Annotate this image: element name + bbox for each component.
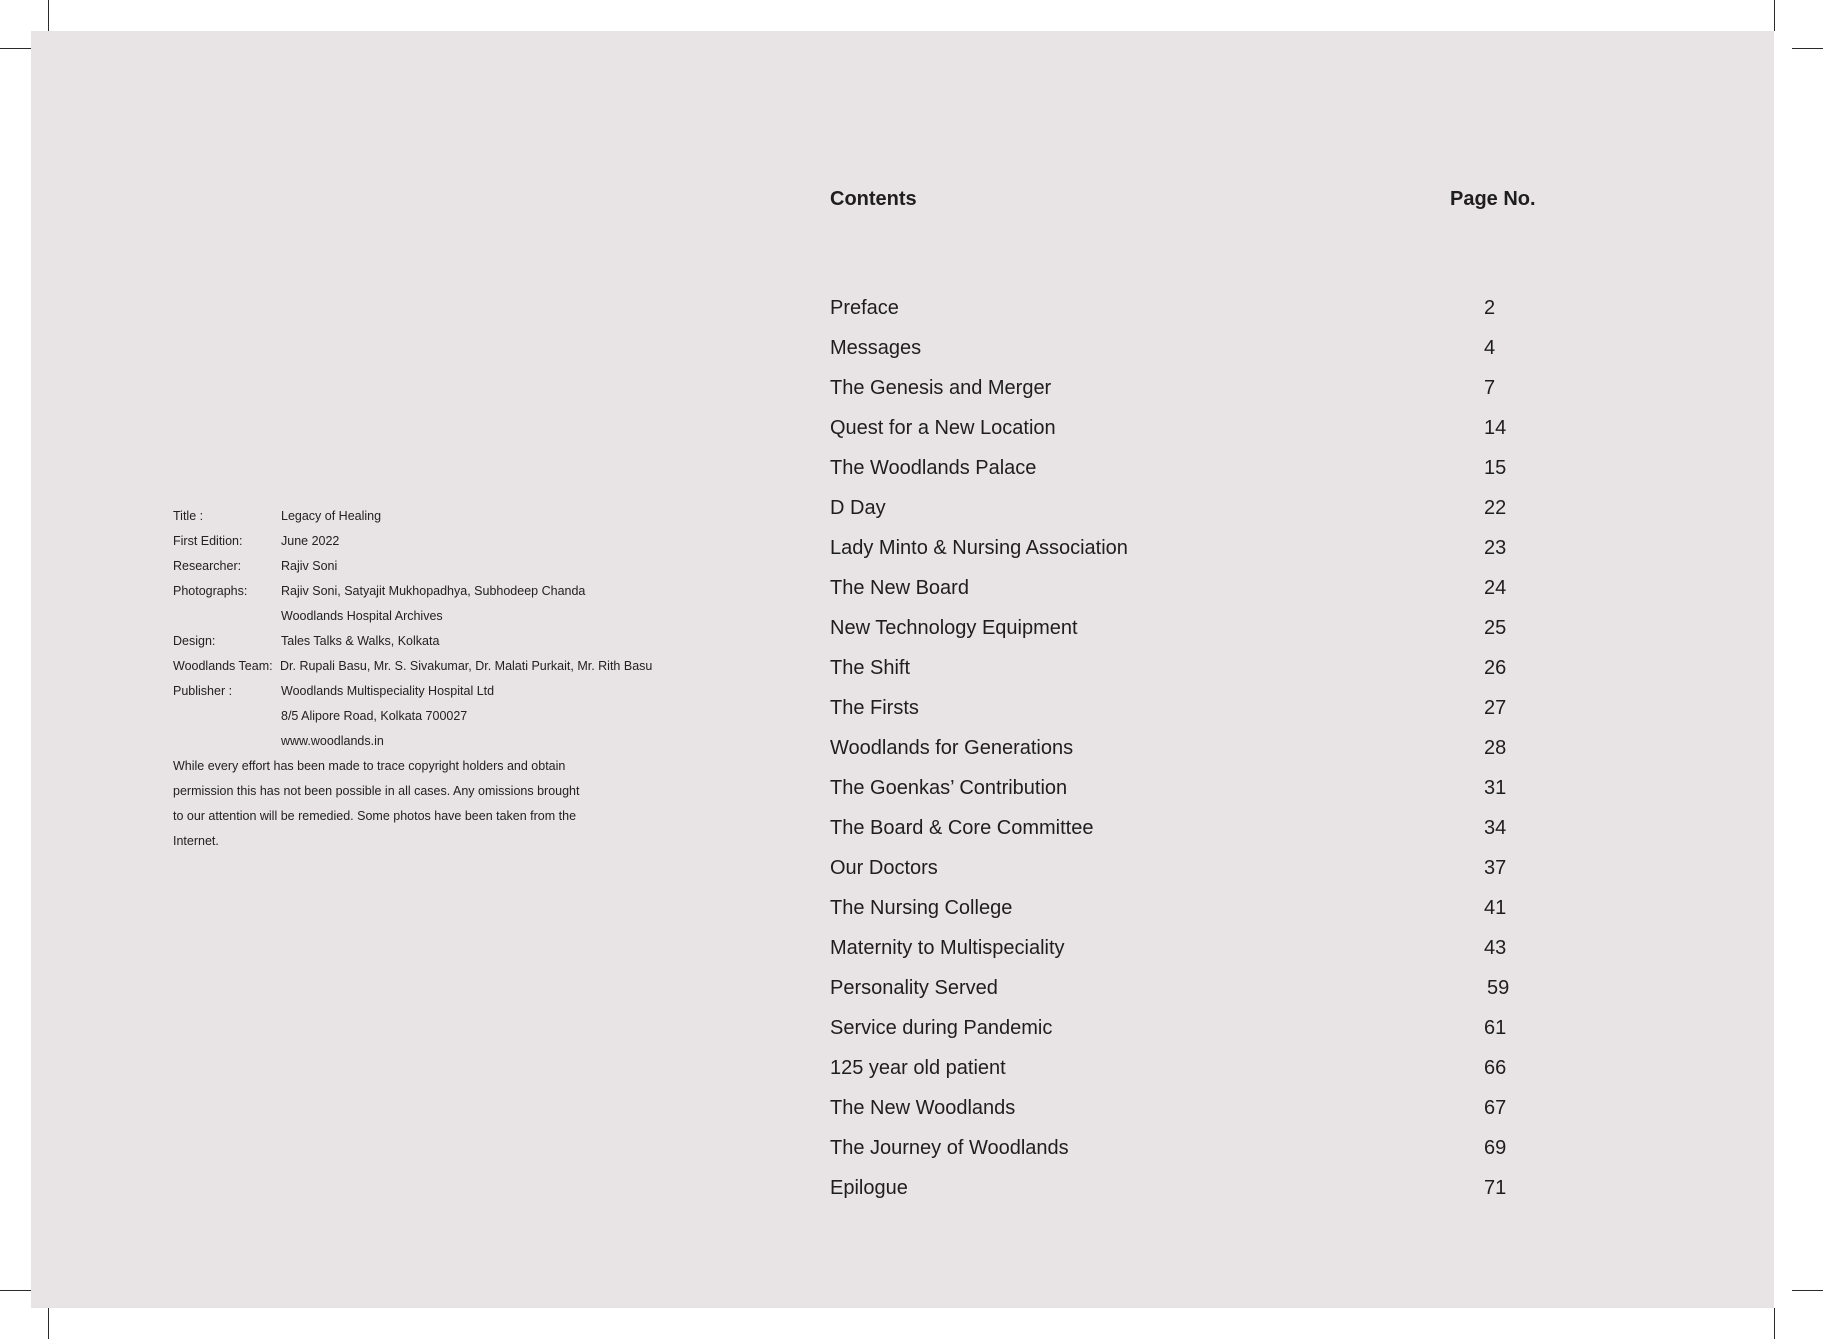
colophon-row xyxy=(173,504,733,529)
toc-entry-page: 15 xyxy=(1484,457,1507,479)
colophon-label: First Edition: xyxy=(173,534,243,548)
toc-entry-title: The Genesis and Merger xyxy=(830,377,1052,399)
toc-entry-title: Personality Served xyxy=(830,977,998,999)
page-spread xyxy=(31,31,1774,1308)
toc-entry xyxy=(830,368,1590,408)
toc-entry-page: 67 xyxy=(1484,1097,1507,1119)
crop-mark xyxy=(48,1308,49,1339)
page-number-heading: Page No. xyxy=(1450,188,1536,210)
toc-entry-title: Woodlands for Generations xyxy=(830,737,1074,759)
toc-entry-title: The Nursing College xyxy=(830,897,1013,919)
colophon-label: Design: xyxy=(173,634,216,648)
toc-entry xyxy=(830,408,1590,448)
colophon-value: Tales Talks & Walks, Kolkata xyxy=(281,634,440,648)
toc-entry xyxy=(830,1008,1590,1048)
crop-mark xyxy=(0,48,31,49)
toc-entry-page: 22 xyxy=(1484,497,1507,519)
toc-entry-title: Service during Pandemic xyxy=(830,1017,1053,1039)
toc-entry xyxy=(830,448,1590,488)
notice-line: Internet. xyxy=(173,834,219,848)
toc-entry-title: Quest for a New Location xyxy=(830,417,1056,439)
toc-entry-title: Messages xyxy=(830,337,922,359)
toc-entry-title: The Journey of Woodlands xyxy=(830,1137,1069,1159)
colophon-label: Photographs: xyxy=(173,584,248,598)
toc-entry-title: Maternity to Multispeciality xyxy=(830,937,1065,959)
toc-entry xyxy=(830,1128,1590,1168)
toc-list xyxy=(830,288,1590,1208)
toc-entry-page: 14 xyxy=(1484,417,1507,439)
crop-mark xyxy=(0,1290,31,1291)
toc-entry-title: The Board & Core Committee xyxy=(830,817,1094,839)
toc-entry-page: 43 xyxy=(1484,937,1507,959)
toc-entry xyxy=(830,768,1590,808)
toc-entry-title: The New Woodlands xyxy=(830,1097,1016,1119)
notice-line: While every effort has been made to trace copyright holders and obtain xyxy=(173,759,566,773)
toc-entry-title: The Shift xyxy=(830,657,911,679)
crop-mark xyxy=(48,0,49,31)
notice-line: permission this has not been possible in all cases. Any omissions brought xyxy=(173,784,580,798)
toc-entry-title: Lady Minto & Nursing Association xyxy=(830,537,1128,559)
colophon-label: Title : xyxy=(173,509,204,523)
toc-entry xyxy=(830,1048,1590,1088)
toc-entry xyxy=(830,888,1590,928)
toc-entry-page: 26 xyxy=(1484,657,1507,679)
toc-entry xyxy=(830,328,1590,368)
colophon-label xyxy=(173,704,281,729)
colophon-value: www.woodlands.in xyxy=(281,734,384,748)
colophon-value: Woodlands Multispeciality Hospital Ltd xyxy=(281,684,495,698)
colophon-label: Researcher: xyxy=(173,559,242,573)
toc-entry-page: 66 xyxy=(1484,1057,1507,1079)
toc-entry-page: 24 xyxy=(1484,577,1507,599)
toc-entry-page: 23 xyxy=(1484,537,1507,559)
toc-entry xyxy=(830,528,1590,568)
colophon-row xyxy=(173,604,733,629)
toc-entry-title: Our Doctors xyxy=(830,857,938,879)
toc-entry xyxy=(830,608,1590,648)
toc-entry-page: 59 xyxy=(1487,977,1510,999)
toc-entry-page: 27 xyxy=(1484,697,1507,719)
toc-entry-page: 41 xyxy=(1484,897,1507,919)
toc-header xyxy=(830,176,1590,216)
colophon-row xyxy=(173,729,733,754)
toc-entry-page: 31 xyxy=(1484,777,1507,799)
toc-entry-title: Epilogue xyxy=(830,1177,908,1199)
colophon-row xyxy=(173,679,733,704)
colophon-label xyxy=(173,729,281,754)
colophon-row xyxy=(173,529,733,554)
toc-entry xyxy=(830,648,1590,688)
toc-entry-page: 4 xyxy=(1484,337,1496,359)
crop-mark xyxy=(1774,1308,1775,1339)
toc-entry xyxy=(830,568,1590,608)
colophon-label xyxy=(173,604,281,629)
toc-entry-page: 69 xyxy=(1484,1137,1507,1159)
colophon-row xyxy=(173,554,733,579)
toc-entry-page: 71 xyxy=(1484,1177,1507,1199)
colophon-row xyxy=(173,629,733,654)
toc-entry xyxy=(830,1168,1590,1208)
colophon-label: Woodlands Team: xyxy=(173,659,273,673)
crop-mark xyxy=(1792,48,1823,49)
toc-entry-page: 61 xyxy=(1484,1017,1507,1039)
colophon-row xyxy=(173,579,733,604)
toc-entry xyxy=(830,968,1590,1008)
crop-mark xyxy=(1774,0,1775,31)
colophon-value: 8/5 Alipore Road, Kolkata 700027 xyxy=(281,709,468,723)
toc-entry-title: 125 year old patient xyxy=(830,1057,1006,1079)
toc-entry-title: D Day xyxy=(830,497,886,519)
notice-line: to our attention will be remedied. Some photos have been taken from the xyxy=(173,809,577,823)
toc-entry-page: 28 xyxy=(1484,737,1507,759)
toc-entry-title: The Goenkas’ Contribution xyxy=(830,777,1068,799)
colophon-value: Rajiv Soni xyxy=(281,559,338,573)
toc-entry-page: 37 xyxy=(1484,857,1507,879)
toc-entry-page: 7 xyxy=(1484,377,1496,399)
colophon-value: Dr. Rupali Basu, Mr. S. Sivakumar, Dr. Malati Purkait, Mr. Rith Basu xyxy=(280,659,653,673)
toc-entry-title: The Firsts xyxy=(830,697,919,719)
colophon-value: June 2022 xyxy=(281,534,340,548)
colophon-row xyxy=(173,704,733,729)
colophon-value: Woodlands Hospital Archives xyxy=(281,609,443,623)
toc-entry-page: 2 xyxy=(1484,297,1496,319)
toc-entry-title: The Woodlands Palace xyxy=(830,457,1037,479)
colophon xyxy=(173,504,733,854)
colophon-value: Legacy of Healing xyxy=(281,509,382,523)
toc-entry xyxy=(830,728,1590,768)
table-of-contents xyxy=(830,176,1590,1199)
toc-entry-title: New Technology Equipment xyxy=(830,617,1078,639)
colophon-value: Rajiv Soni, Satyajit Mukhopadhya, Subhodeep Chanda xyxy=(281,584,586,598)
toc-entry-title: Preface xyxy=(830,297,899,319)
toc-entry-page: 34 xyxy=(1484,817,1507,839)
copyright-notice xyxy=(173,754,603,854)
toc-entry-title: The New Board xyxy=(830,577,969,599)
crop-mark xyxy=(1792,1290,1823,1291)
toc-entry xyxy=(830,928,1590,968)
toc-entry xyxy=(830,808,1590,848)
contents-heading: Contents xyxy=(830,188,917,210)
toc-entry xyxy=(830,288,1590,328)
toc-entry xyxy=(830,488,1590,528)
colophon-label: Publisher : xyxy=(173,684,233,698)
toc-entry xyxy=(830,1088,1590,1128)
toc-entry xyxy=(830,688,1590,728)
toc-entry-page: 25 xyxy=(1484,617,1507,639)
colophon-row xyxy=(173,654,733,679)
toc-entry xyxy=(830,848,1590,888)
